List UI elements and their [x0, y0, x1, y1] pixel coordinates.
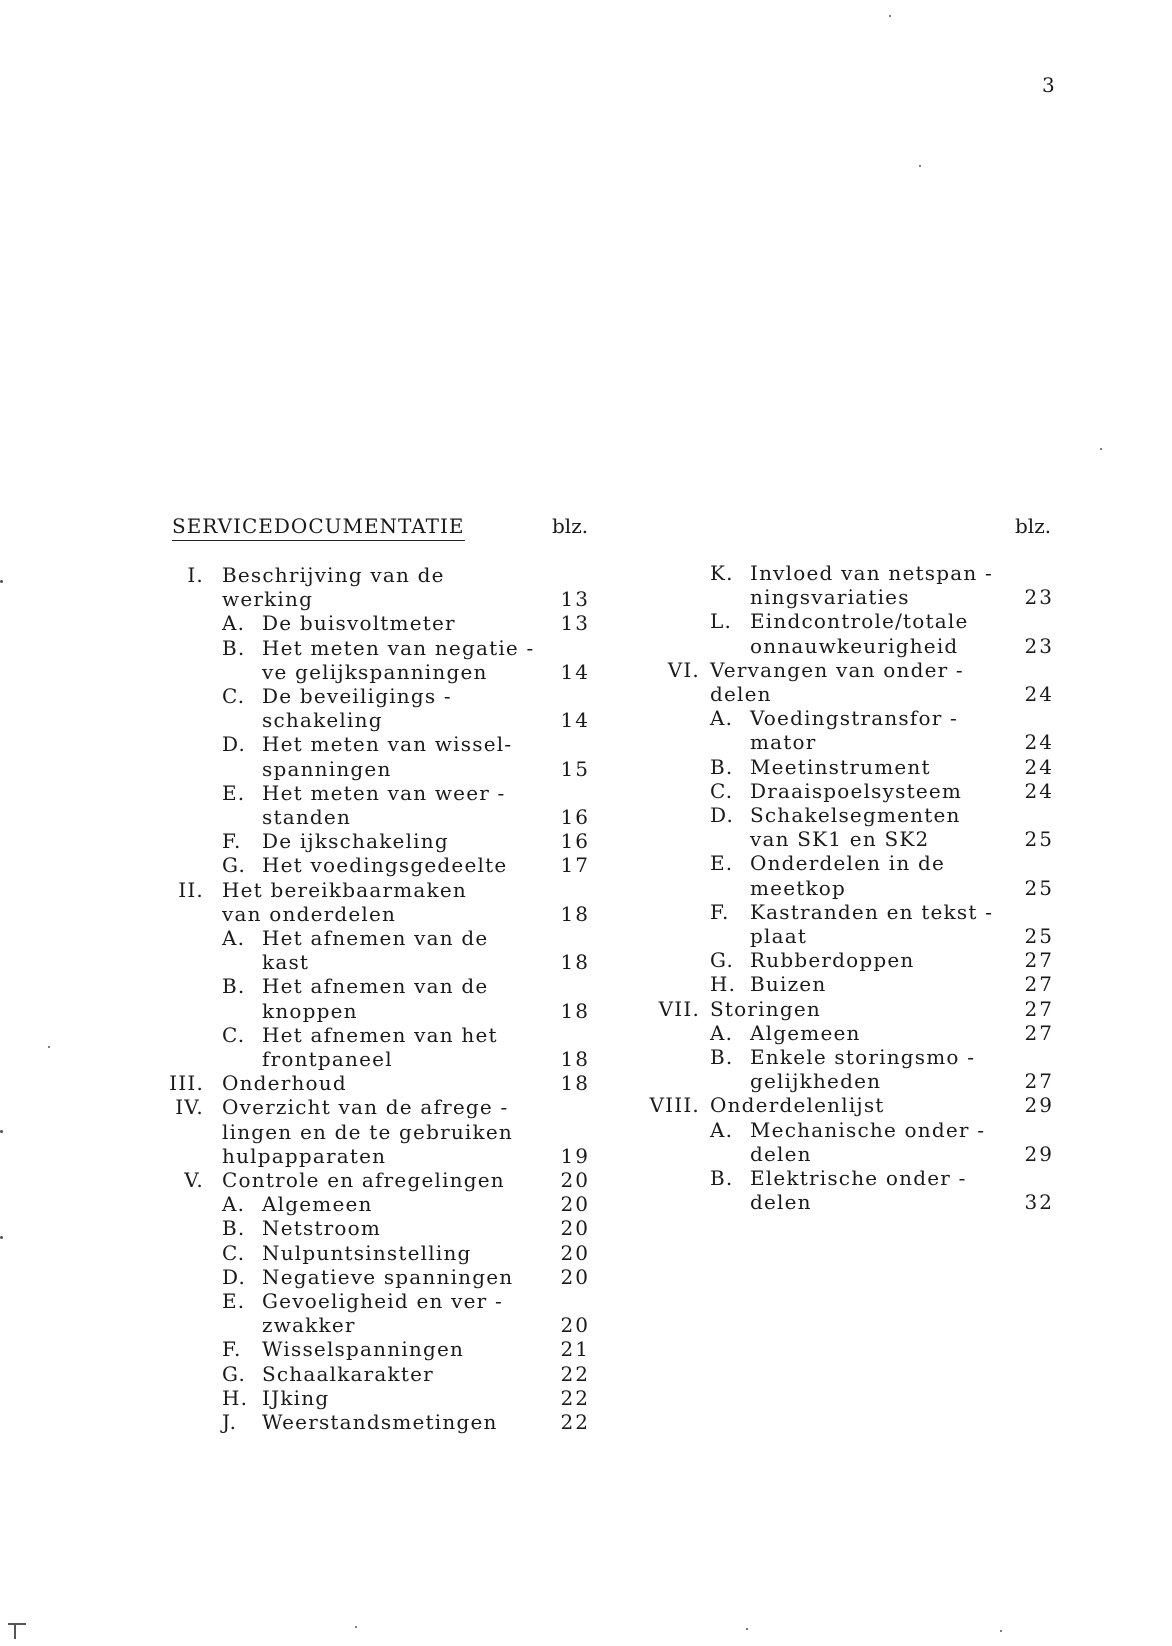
toc-subsection-letter: E.: [710, 851, 734, 876]
toc-entry-title: De buisvoltmeter: [262, 611, 456, 636]
scan-speck: [355, 1626, 357, 1628]
toc-subsection-letter: G.: [222, 853, 247, 878]
toc-page-number: 18: [560, 998, 590, 1023]
toc-section-number: IV.: [175, 1095, 204, 1120]
toc-entry-title: Algemeen: [262, 1192, 373, 1217]
toc-subsection-letter: A.: [710, 1020, 734, 1045]
toc-entry-title: Kastranden en tekst -: [750, 899, 994, 924]
toc-page-number: 29: [1024, 1141, 1054, 1166]
toc-entry-title: Vervangen van onder -: [710, 657, 964, 682]
toc-section-number: VII.: [658, 996, 700, 1021]
toc-entry-continuation: van SK1 en SK2: [750, 827, 930, 852]
toc-page-number: 22: [560, 1361, 590, 1386]
toc-subsection-letter: E.: [222, 780, 246, 805]
toc-subsection-letter: B.: [222, 635, 246, 660]
toc-entry-title: Het bereikbaarmaken: [222, 877, 467, 902]
scan-speck: [889, 15, 891, 17]
toc-subsection-letter: C.: [222, 1022, 246, 1047]
toc-section-number: I.: [187, 563, 204, 587]
toc-page-number: 25: [1024, 875, 1054, 900]
scan-speck: [746, 1628, 748, 1630]
toc-page-number: 22: [560, 1385, 590, 1410]
toc-subsection-letter: F.: [222, 829, 242, 854]
toc-entry-continuation: schakeling: [262, 708, 383, 733]
toc-page-number: 18: [560, 901, 590, 926]
toc-page-number: 19: [560, 1143, 590, 1168]
toc-entry-title: Het meten van wissel-: [262, 732, 513, 757]
toc-entry-title: Draaispoelsysteem: [750, 778, 963, 803]
toc-entry-title: Beschrijving van de: [222, 563, 445, 587]
toc-entry-title: Het afnemen van de: [262, 926, 489, 950]
toc-entry-title: Het voedingsgedeelte: [262, 853, 508, 878]
toc-subsection-letter: L.: [710, 609, 733, 634]
toc-page-number: 14: [560, 659, 590, 684]
toc-page-number: 21: [560, 1337, 590, 1362]
toc-entry-continuation: zwakker: [262, 1313, 356, 1338]
toc-entry-title: Weerstandsmetingen: [262, 1410, 498, 1434]
toc-subsection-letter: A.: [710, 1117, 734, 1142]
toc-subsection-letter: B.: [710, 1166, 734, 1190]
toc-entry-continuation: mator: [750, 730, 817, 755]
toc-subsection-letter: K.: [710, 561, 734, 585]
toc-page-number: 13: [560, 587, 590, 612]
toc-entry-continuation: ve gelijkspanningen: [262, 659, 488, 684]
toc-entry-continuation: frontpaneel: [262, 1047, 393, 1071]
toc-page-number: 27: [1024, 1020, 1054, 1045]
toc-subsection-letter: B.: [222, 974, 246, 999]
toc-entry-title: Wisselspanningen: [262, 1337, 465, 1362]
toc-entry-continuation: lingen en de te gebruiken: [222, 1119, 513, 1144]
toc-subsection-letter: G.: [222, 1361, 247, 1386]
toc-page-number: 16: [560, 829, 590, 854]
scan-speck: [1100, 448, 1102, 450]
toc-subsection-letter: E.: [222, 1289, 246, 1313]
toc-entry-title: Controle en afregelingen: [222, 1168, 505, 1192]
toc-entry-title: Onderhoud: [222, 1071, 347, 1096]
toc-entry-continuation: hulpapparaten: [222, 1143, 387, 1168]
scan-speck: [1000, 1630, 1002, 1632]
toc-subsection-letter: F.: [710, 899, 730, 924]
toc-subsection-letter: C.: [222, 1240, 246, 1265]
toc-entry-continuation: delen: [750, 1190, 812, 1215]
toc-entry-continuation: werking: [222, 587, 314, 612]
toc-entry-title: Storingen: [710, 996, 821, 1021]
toc-page-number: 20: [560, 1216, 590, 1241]
toc-page-number: 20: [560, 1192, 590, 1217]
toc-entry-title: IJking: [262, 1385, 330, 1410]
toc-entry-title: Onderdelen in de: [750, 851, 946, 876]
toc-page-number: 27: [1024, 972, 1054, 997]
toc-subsection-letter: J.: [222, 1410, 238, 1434]
toc-entry-title: Overzicht van de afrege -: [222, 1095, 509, 1120]
toc-entry-continuation: knoppen: [262, 998, 358, 1023]
toc-entry-continuation: gelijkheden: [750, 1069, 882, 1094]
toc-subsection-letter: A.: [222, 926, 246, 950]
toc-page-number: 15: [560, 756, 590, 781]
toc-entry-title: Algemeen: [750, 1020, 861, 1045]
toc-entry-title: Enkele storingsmo -: [750, 1045, 976, 1069]
toc-subsection-letter: A.: [710, 706, 734, 731]
toc-entry-continuation: delen: [750, 1141, 812, 1166]
toc-subsection-letter: A.: [222, 611, 246, 636]
blz-label-left: blz.: [552, 514, 589, 538]
toc-page-number: 27: [1024, 1069, 1054, 1094]
scan-mark: [14, 1623, 16, 1639]
toc-entry-continuation: onnauwkeurigheid: [750, 633, 959, 658]
toc-section-number: III.: [169, 1071, 204, 1096]
toc-page-number: 20: [560, 1240, 590, 1265]
toc-page-number: 24: [1024, 730, 1054, 755]
toc-entry-title: Invloed van netspan -: [750, 561, 993, 585]
toc-entry-title: Het afnemen van het: [262, 1022, 498, 1047]
toc-entry-continuation: standen: [262, 805, 352, 829]
scan-speck: [0, 1236, 3, 1239]
toc-page-number: 22: [560, 1410, 590, 1434]
toc-entry-title: Mechanische onder -: [750, 1117, 986, 1142]
toc-section-number: V.: [184, 1168, 204, 1192]
page-number: 3: [1042, 73, 1055, 97]
toc-subsection-letter: C.: [710, 778, 734, 803]
toc-heading: SERVICEDOCUMENTATIE: [172, 514, 465, 541]
toc-entry-title: Buizen: [750, 972, 827, 997]
toc-entry-continuation: kast: [262, 950, 310, 975]
toc-section-number: II.: [178, 877, 204, 902]
toc-entry-title: Rubberdoppen: [750, 948, 915, 973]
toc-page-number: 20: [560, 1264, 590, 1289]
toc-entry-title: Nulpuntsinstelling: [262, 1240, 472, 1265]
scan-speck: [919, 165, 921, 167]
toc-page-number: 32: [1024, 1190, 1054, 1215]
toc-page-number: 20: [560, 1168, 590, 1192]
toc-entry-title: De beveiligings -: [262, 684, 452, 708]
toc-entry-title: Meetinstrument: [750, 754, 931, 779]
toc-entry-title: Gevoeligheid en ver -: [262, 1289, 503, 1313]
toc-page-number: 18: [560, 1047, 590, 1071]
toc-page-number: 27: [1024, 948, 1054, 973]
toc-page-number: 24: [1024, 778, 1054, 803]
toc-subsection-letter: H.: [222, 1385, 249, 1410]
toc-subsection-letter: C.: [222, 684, 246, 708]
toc-page-number: 13: [560, 611, 590, 636]
blz-label-right: blz.: [1015, 514, 1052, 538]
toc-page-number: 23: [1024, 585, 1054, 610]
toc-entry-title: Negatieve spanningen: [262, 1264, 514, 1289]
toc-section-number: VIII.: [649, 1093, 700, 1118]
toc-entry-title: Het meten van negatie -: [262, 635, 535, 660]
toc-entry-title: Elektrische onder -: [750, 1166, 967, 1190]
toc-entry-title: Onderdelenlijst: [710, 1093, 885, 1118]
toc-page-number: 14: [560, 708, 590, 733]
toc-subsection-letter: D.: [222, 1264, 247, 1289]
toc-entry-title: Voedingstransfor -: [750, 706, 959, 731]
toc-page-number: 25: [1024, 924, 1054, 948]
toc-page-number: 24: [1024, 754, 1054, 779]
toc-entry-continuation: van onderdelen: [222, 901, 397, 926]
toc-entry-continuation: meetkop: [750, 875, 847, 900]
scan-speck: [0, 580, 3, 583]
scan-mark: [8, 1623, 26, 1625]
toc-page-number: 27: [1024, 996, 1054, 1021]
toc-entry-title: Eindcontrole/totale: [750, 609, 969, 634]
toc-page-number: 18: [560, 950, 590, 975]
toc-entry-title: De ijkschakeling: [262, 829, 449, 854]
toc-subsection-letter: B.: [710, 1045, 734, 1069]
toc-subsection-letter: D.: [222, 732, 247, 757]
toc-entry-continuation: delen: [710, 682, 772, 706]
toc-entry-continuation: ningsvariaties: [750, 585, 910, 610]
toc-entry-title: Het afnemen van de: [262, 974, 489, 999]
toc-page-number: 25: [1024, 827, 1054, 852]
scan-speck: [0, 1130, 3, 1133]
toc-page-number: 24: [1024, 682, 1054, 706]
toc-page-number: 29: [1024, 1093, 1054, 1118]
toc-section-number: VI.: [667, 657, 700, 682]
toc-page-number: 16: [560, 805, 590, 829]
toc-entry-title: Schaalkarakter: [262, 1361, 434, 1386]
toc-entry-continuation: plaat: [750, 924, 808, 948]
toc-page-number: 20: [560, 1313, 590, 1338]
toc-subsection-letter: D.: [710, 803, 735, 827]
toc-page-number: 23: [1024, 633, 1054, 658]
toc-subsection-letter: G.: [710, 948, 735, 973]
toc-subsection-letter: F.: [222, 1337, 242, 1362]
toc-subsection-letter: B.: [222, 1216, 246, 1241]
toc-entry-title: Het meten van weer -: [262, 780, 506, 805]
scan-speck: [48, 1046, 50, 1048]
toc-subsection-letter: B.: [710, 754, 734, 779]
toc-subsection-letter: A.: [222, 1192, 246, 1217]
toc-entry-title: Netstroom: [262, 1216, 382, 1241]
toc-page-number: 18: [560, 1071, 590, 1096]
toc-page-number: 17: [560, 853, 590, 878]
toc-entry-title: Schakelsegmenten: [750, 803, 961, 827]
toc-subsection-letter: H.: [710, 972, 737, 997]
toc-entry-continuation: spanningen: [262, 756, 392, 781]
